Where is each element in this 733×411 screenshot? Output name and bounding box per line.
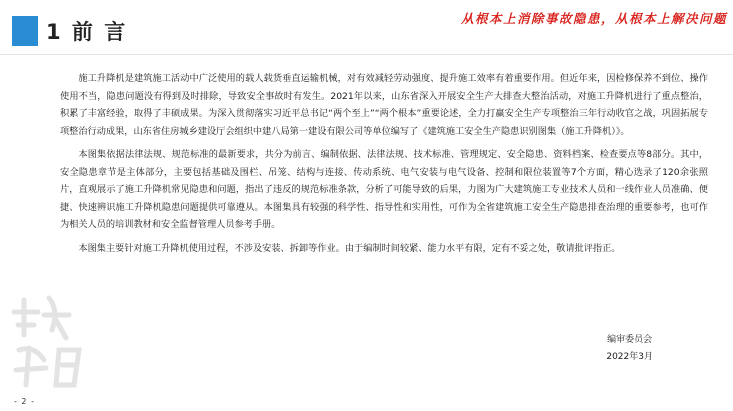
header-divider <box>0 54 733 55</box>
signature-org: 编审委员会 <box>607 335 653 345</box>
paragraph: 本图集依据法律法规、规范标准的最新要求，共分为前言、编制依据、法律法规、技术标准、管理规定、安全隐患、资料档案、检查要点等8部分。其中，安全隐患章节是主体部分，主要包括基础及围栏、吊笼、结构与连接、传动系统、电气安装与电气设备、控制和限位装置等7个方面，精心选录了120余张照片，直观展示了施工升降机常见隐患和问题，指出了违反的规范标准条款，分析了可能导致的后果，力图为广大建筑施工专业技术人员和一线作业人员准确、便捷、快速辨识施工升降机隐患问题提供可靠遵从。本图集具有较强的科学性、指导性和实用性，可作为全省建筑施工安全生产隐患排查治理的重要参考，也可作为相关人员的培训教材和安全监督管理人员参考手册。 <box>60 149 708 230</box>
calligraphy-watermark <box>4 290 94 400</box>
paragraph: 本图集主要针对施工升降机使用过程，不涉及安装、拆卸等作业。由于编制时间较紧、能力水平有限，定有不妥之处，敬请批评指正。 <box>78 242 621 254</box>
signature-block <box>606 332 653 366</box>
title-accent-square <box>12 16 38 46</box>
page-title: 1 前 言 <box>46 20 128 44</box>
preface-body <box>60 70 708 263</box>
signature-date: 2022年3月 <box>606 352 653 362</box>
title-block <box>12 16 127 46</box>
page-number: - 2 - <box>14 397 35 406</box>
header-slogan: 从根本上消除事故隐患，从根本上解决问题 <box>460 11 727 26</box>
paragraph: 施工升降机是建筑施工活动中广泛使用的载人载货垂直运输机械，对有效减轻劳动强度、提升施工效率有着重要作用。但近年来，因检修保养不到位、操作使用不当，隐患问题没有得到及时排除，导致安全事故时有发生。2021年以来，山东省深入开展安全生产大排查大整治活动，对施工升降机进行了重点整治，积累了丰富经验，取得了丰硕成果。为深入贯彻落实习近平总书记“两个至上”“两个根本”重要论述，全力打赢安全生产专项整治三年行动收官之战，巩固拓展专项整治行动成果，山东省住房城乡建设厅会组织中建八局第一建设有限公司等单位编写了《建筑施工安全生产隐患识别图集（施工升降机）》。 <box>60 73 708 137</box>
